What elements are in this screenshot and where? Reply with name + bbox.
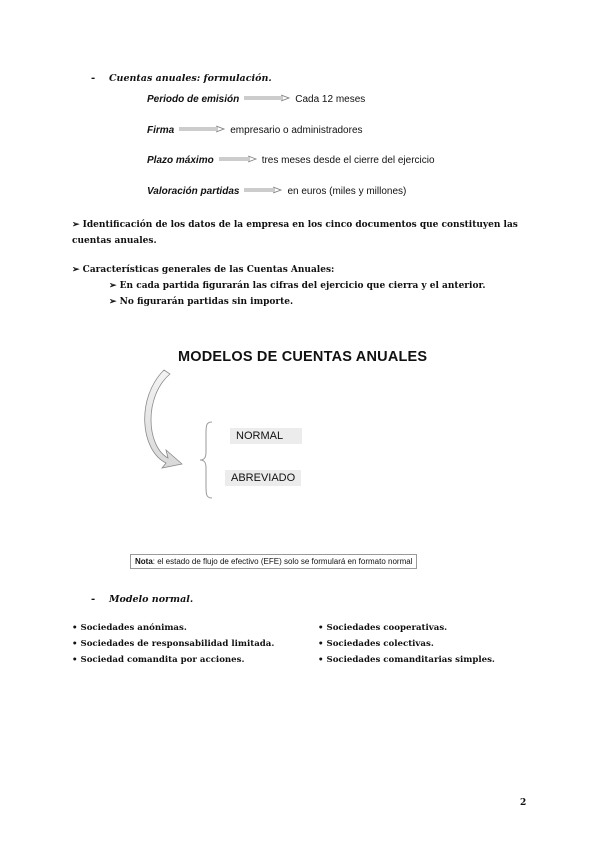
definition-term: Plazo máximo [147, 155, 214, 166]
arrow-right-icon [243, 186, 283, 197]
sub-bullet-item: ➢ No figurarán partidas sin importe. [109, 297, 294, 307]
list-item: • Sociedades cooperativas. [318, 623, 448, 633]
definition-term: Firma [147, 125, 175, 136]
definition-row [147, 155, 435, 166]
bullet-dash: - [91, 73, 96, 84]
list-item: • Sociedades comanditarias simples. [318, 655, 495, 665]
definition-value: Cada 12 meses [295, 94, 366, 105]
list-item: • Sociedades de responsabilidad limitada. [72, 639, 275, 649]
arrow-right-icon [243, 94, 291, 105]
paragraph-identificacion-line1: ➢ Identificación de los datos de la empresa en los cinco documentos que constituyen las [72, 220, 518, 230]
arrow-right-icon [218, 155, 258, 166]
note-label: Nota [135, 557, 153, 566]
definition-row [147, 125, 363, 136]
list-item: • Sociedades colectivas. [318, 639, 434, 649]
paragraph-identificacion-line2: cuentas anuales. [72, 236, 157, 246]
page-number: 2 [520, 798, 527, 808]
section-heading-formulacion: Cuentas anuales: formulación. [109, 73, 272, 84]
note-text: : el estado de flujo de efectivo (EFE) solo se formulará en formato normal [152, 557, 413, 566]
definition-term: Periodo de emisión [147, 94, 240, 105]
list-item: • Sociedad comandita por acciones. [72, 655, 245, 665]
section-heading-modelo-normal: Modelo normal. [109, 594, 194, 605]
definition-value: tres meses desde el cierre del ejercicio [261, 155, 435, 166]
diagram-title: MODELOS DE CUENTAS ANUALES [178, 349, 428, 365]
note-box [130, 554, 417, 569]
curved-arrow-icon [140, 368, 230, 498]
model-option-normal: NORMAL [230, 428, 302, 444]
model-option-abreviado: ABREVIADO [225, 470, 301, 486]
paragraph-caracteristicas: ➢ Características generales de las Cuentas Anuales: [72, 265, 335, 275]
definition-row [147, 186, 406, 197]
definition-row [147, 94, 365, 105]
brace-icon [198, 420, 214, 500]
definition-term: Valoración partidas [147, 186, 240, 197]
bullet-dash: - [91, 594, 96, 605]
sub-bullet-item: ➢ En cada partida figurarán las cifras del ejercicio que cierra y el anterior. [109, 281, 486, 291]
definition-value: empresario o administradores [230, 125, 363, 136]
list-item: • Sociedades anónimas. [72, 623, 187, 633]
arrow-right-icon [178, 125, 226, 136]
definition-value: en euros (miles y millones) [287, 186, 407, 197]
